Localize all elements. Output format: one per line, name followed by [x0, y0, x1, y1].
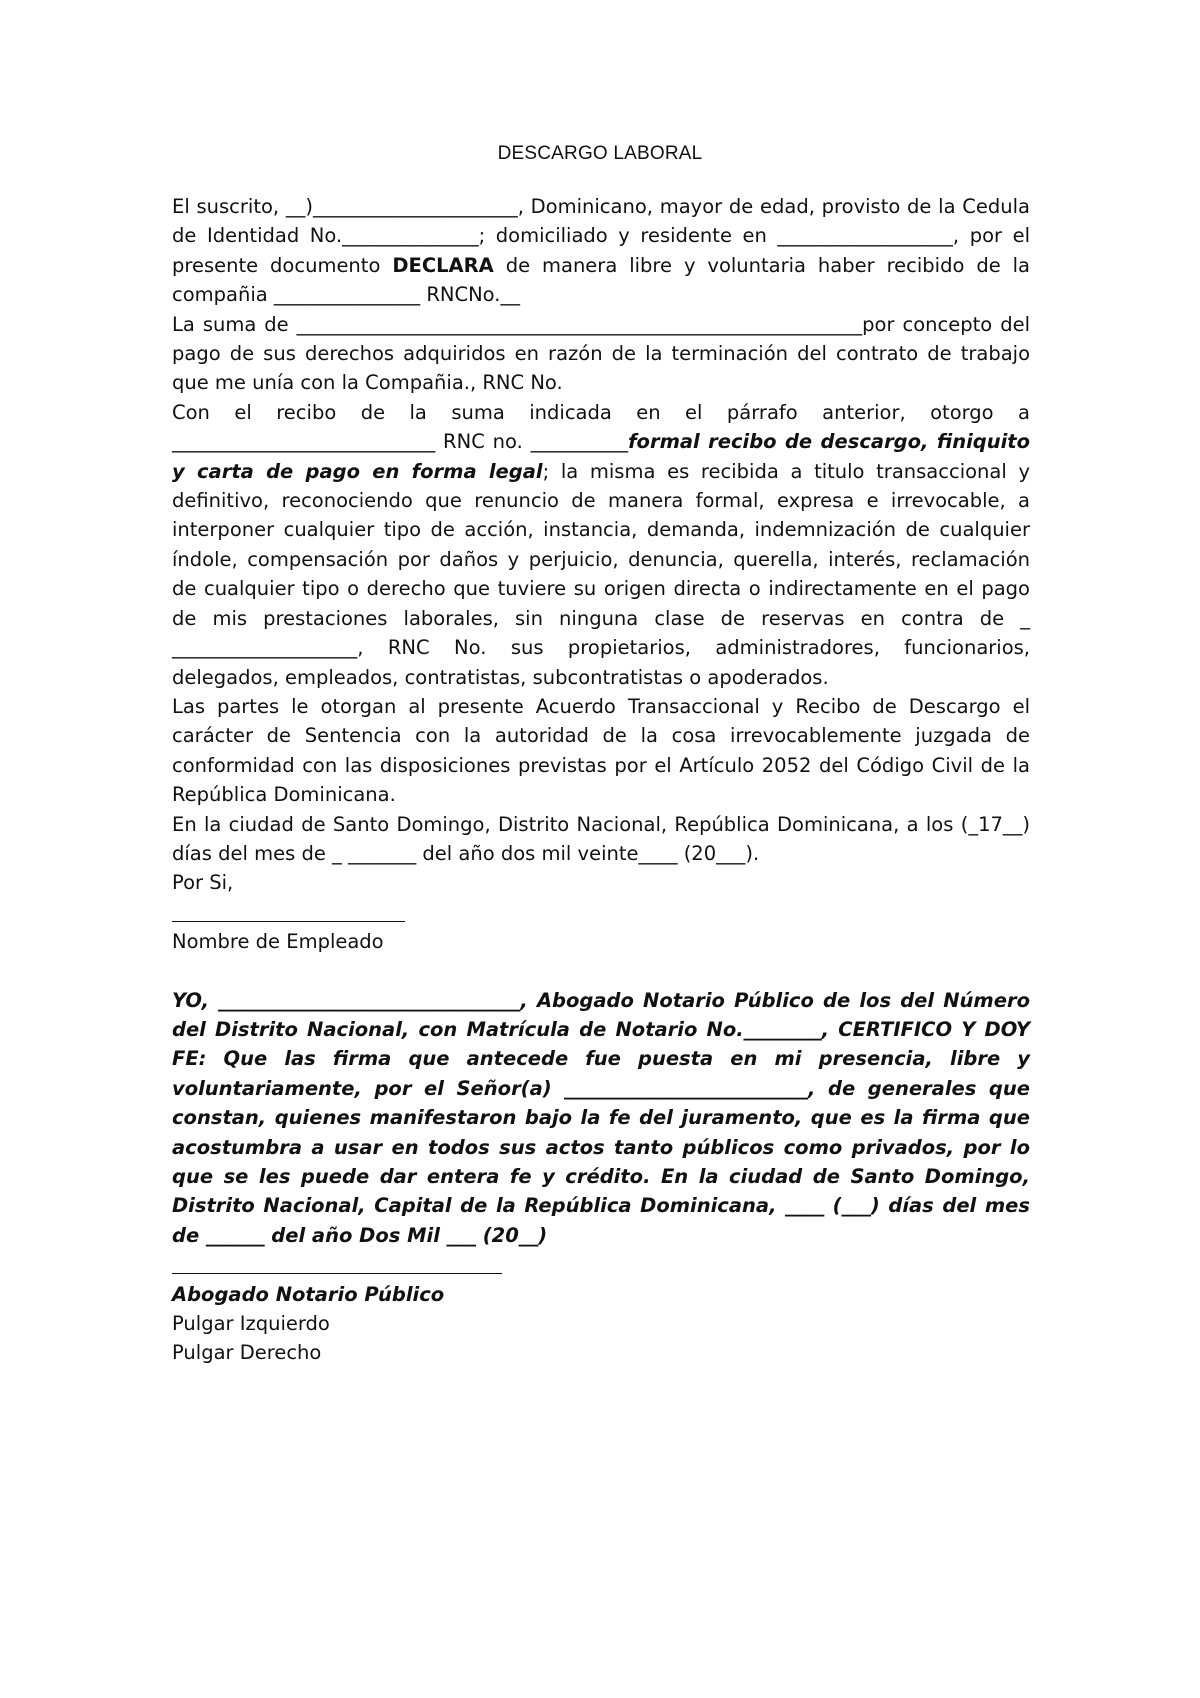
spacer	[172, 957, 1030, 986]
declaration-text-end: de manera libre y voluntaria haber recibido de la compañia _______________ RNCNo.__	[172, 253, 1030, 307]
release-text-end: ; la misma es recibida a titulo transaccional y definitivo, reconociendo que renuncio de manera formal, expresa e irrevocable, a interponer cualquier tipo de acción, instancia, demanda, indemnización de cualquier índole, compensación por daños y perjuicio, denuncia, querella, interés, reclamación de cualquier tipo o derecho que tuviere su origen directa o indirectamente en el pago de mis prestaciones laborales, sin ninguna clase de reservas en contra de _ ___________________, RNC No. sus propietarios, administradores, funcionarios, delegados, empleados, contratistas, subcontratistas o apoderados.	[172, 459, 1030, 689]
left-thumb-label: Pulgar Izquierdo	[172, 1312, 330, 1335]
employee-signature-line	[172, 898, 1030, 927]
notary-label: Abogado Notario Público	[172, 1282, 445, 1306]
declaration-paragraph	[172, 192, 1030, 310]
employee-name-label: Nombre de Empleado	[172, 930, 384, 954]
amount-paragraph: La suma de __________________________________________________________por concepto del pago de sus derechos adquiridos en razón de la terminación del contrato de trabajo que me unía con la Compañia., RNC No.	[172, 312, 1030, 395]
release-text-start: Con el recibo de la suma indicada en el párrafo anterior, otorgo a ___________________________ RNC no. __________	[172, 400, 1030, 454]
document-body	[172, 192, 1030, 1368]
release-paragraph	[172, 398, 1030, 692]
sentence-paragraph: Las partes le otorgan al presente Acuerdo Transaccional y Recibo de Descargo el carácter de Sentencia con la autoridad de la cosa irrevocablemente juzgada de conformidad con las disposiciones previstas por el Artículo 2052 del Código Civil de la República Dominicana.	[172, 694, 1030, 807]
right-thumb-label: Pulgar Derecho	[172, 1341, 322, 1365]
declara-keyword: DECLARA	[392, 253, 494, 277]
date-paragraph: En la ciudad de Santo Domingo, Distrito Nacional, República Dominicana, a los (_17__) días del mes de _ _______ del año dos mil veinte____ (20___).	[172, 812, 1030, 865]
notary-certification-paragraph: YO, _______________________________, Abogado Notario Público de los del Número del Distrito Nacional, con Matrícula de Notario No.________, CERTIFICO Y DOY FE: Que las firma que antecede fue puesta en mi presencia, libre y voluntariamente, por el Señor(a) _________________________, de generales que constan, quienes manifestaron bajo la fe del juramento, que es la firma que acostumbra a usar en todos sus actos tanto públicos como privados, por lo que se les puede dar entera fe y crédito. En la ciudad de Santo Domingo, Distrito Nacional, Capital de la República Dominicana, ____ (___) días del mes de ______ del año Dos Mil ___ (20__)	[172, 988, 1030, 1247]
release-emphasis: formal recibo de descargo, finiquito y carta de pago en forma legal	[172, 430, 1030, 483]
notary-signature-line	[172, 1250, 1030, 1279]
declaration-text-start: El suscrito, __)_____________________, Dominicano, mayor de edad, provisto de la Cedula de Identidad No.______________; domiciliado y residente en __________________, por el presente documento	[172, 195, 1030, 277]
document-title: DESCARGO LABORAL	[497, 143, 703, 164]
por-si-line: Por Si,	[172, 871, 234, 895]
